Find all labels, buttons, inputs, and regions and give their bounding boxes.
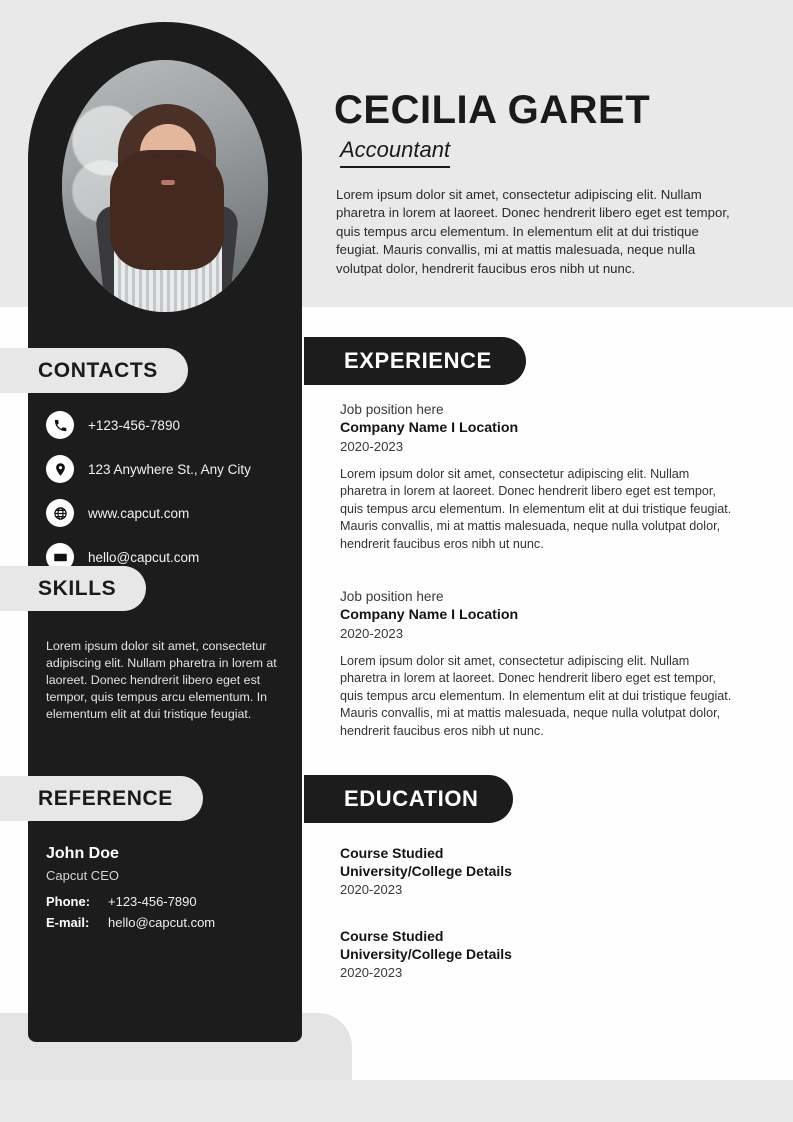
experience-position: Job position here (340, 589, 444, 604)
page-title: CECILIA GARET (334, 88, 651, 132)
reference-email-label: E-mail: (46, 915, 90, 930)
contact-item-address[interactable] (46, 452, 296, 486)
section-header-reference-label: REFERENCE (38, 786, 173, 810)
section-header-skills (0, 566, 146, 611)
section-header-contacts-label: CONTACTS (38, 358, 158, 382)
section-header-experience-label: EXPERIENCE (344, 348, 492, 373)
skills-text: Lorem ipsum dolor sit amet, consectetur adipiscing elit. Nullam pharetra in lorem at laoreet. Donec hendrerit libero eget est tempor, quis tempus arcu elementum. In elementum elit at dui tristique feugiat. (46, 639, 277, 721)
reference-phone-value: +123-456-7890 (108, 894, 197, 909)
phone-icon (46, 411, 74, 439)
section-header-contacts (0, 348, 188, 393)
reference-phone-row (46, 894, 197, 909)
experience-dates: 2020-2023 (340, 439, 404, 454)
experience-entry (340, 589, 732, 740)
education-course: Course Studied (340, 845, 444, 861)
section-header-skills-label: SKILLS (38, 576, 117, 600)
education-course: Course Studied (340, 928, 444, 944)
contacts-list (46, 408, 296, 584)
photo-person (96, 98, 236, 312)
profile-summary: Lorem ipsum dolor sit amet, consectetur adipiscing elit. Nullam pharetra in lorem at laoreet. Donec hendrerit libero eget est tempor, quis tempus arcu elementum. In elementum elit at dui tristique feugiat. Mauris convallis, mi at mattis malesuada, neque nulla volutpat dolor, hendrerit faucibus eros nibh ut nunc. (336, 187, 730, 276)
reference-email-value: hello@capcut.com (108, 915, 216, 930)
contact-item-website[interactable] (46, 496, 296, 530)
education-entry (340, 928, 732, 980)
contact-address-value: 123 Anywhere St., Any City (88, 461, 251, 477)
section-header-experience (304, 337, 526, 385)
reference-name: John Doe (46, 845, 119, 862)
contact-email-value: hello@capcut.com (88, 549, 200, 565)
education-dates: 2020-2023 (340, 965, 403, 980)
experience-description: Lorem ipsum dolor sit amet, consectetur adipiscing elit. Nullam pharetra in lorem at laoreet. Donec hendrerit libero eget est tempor, quis tempus arcu elementum. In elementum elit at dui tristique feugiat. Mauris convallis, mi at mattis malesuada, neque nulla volutpat dolor, hendrerit faucibus eros nibh ut nunc. (340, 467, 732, 551)
location-pin-icon (46, 455, 74, 483)
experience-company: Company Name I Location (340, 607, 519, 623)
job-title-underline (340, 137, 450, 168)
experience-entry (340, 402, 732, 553)
contact-website-value: www.capcut.com (88, 505, 190, 521)
contact-phone-value: +123-456-7890 (88, 417, 180, 433)
reference-phone-label: Phone: (46, 894, 91, 909)
profile-photo (62, 60, 268, 312)
reference-email-row (46, 915, 215, 930)
photo-eye-right (175, 154, 184, 158)
experience-position: Job position here (340, 402, 444, 417)
education-dates: 2020-2023 (340, 882, 403, 897)
contact-item-phone[interactable] (46, 408, 296, 442)
photo-hair-front (110, 150, 224, 270)
globe-icon (46, 499, 74, 527)
education-school: University/College Details (340, 946, 512, 962)
experience-description: Lorem ipsum dolor sit amet, consectetur adipiscing elit. Nullam pharetra in lorem at laoreet. Donec hendrerit libero eget est tempor, quis tempus arcu elementum. In elementum elit at dui tristique feugiat. Mauris convallis, mi at mattis malesuada, neque nulla volutpat dolor, hendrerit faucibus eros nibh ut nunc. (340, 654, 732, 738)
photo-eye-left (151, 154, 160, 158)
photo-lips (161, 180, 175, 185)
job-title: Accountant (340, 137, 451, 162)
section-header-reference (0, 776, 203, 821)
section-header-education-label: EDUCATION (344, 786, 479, 811)
experience-company: Company Name I Location (340, 420, 519, 436)
education-entry (340, 845, 732, 897)
section-header-education (304, 775, 513, 823)
reference-role: Capcut CEO (46, 868, 119, 883)
bottom-strip (0, 1080, 793, 1122)
experience-dates: 2020-2023 (340, 626, 404, 641)
education-school: University/College Details (340, 863, 512, 879)
